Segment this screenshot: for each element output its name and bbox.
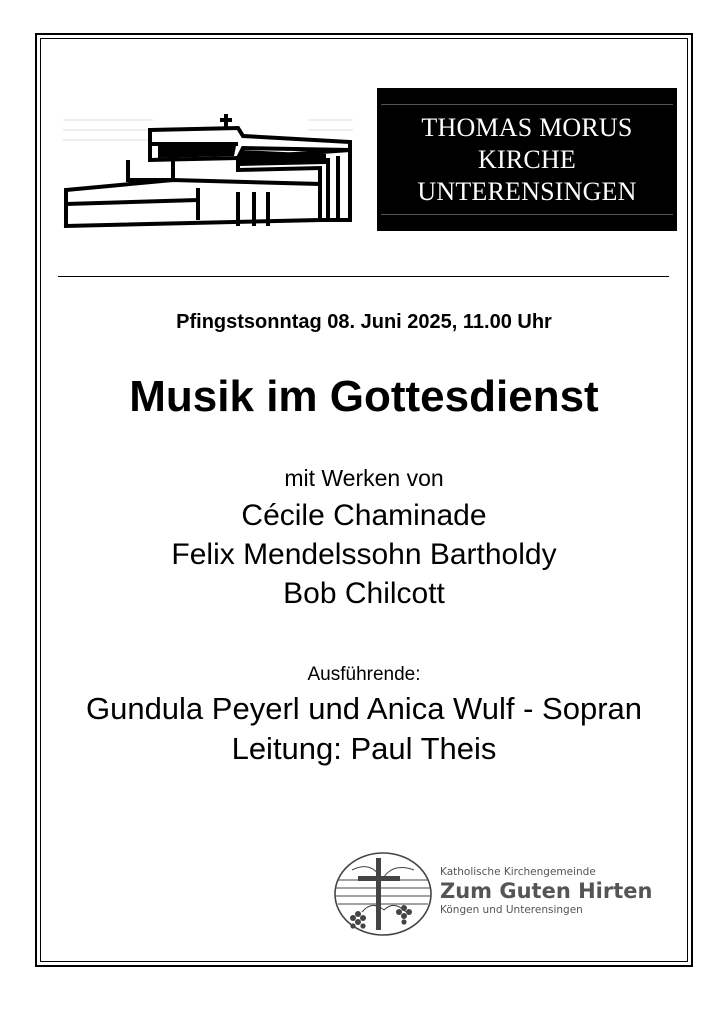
church-building-icon — [58, 108, 358, 236]
performers: Gundula Peyerl und Anica Wulf - Sopran — [85, 691, 643, 726]
title-rule — [381, 214, 673, 215]
church-title-line-1: THOMAS MORUS — [421, 112, 633, 142]
composer-name: Bob Chilcott — [283, 577, 445, 610]
event-date-time: Pfingstsonntag 08. Juni 2025, 11.00 Uhr — [176, 311, 552, 333]
composer-name: Felix Mendelssohn Bartholdy — [171, 538, 557, 571]
parish-prefix: Katholische Kirchengemeinde — [440, 866, 596, 878]
event-headline: Musik im Gottesdienst — [129, 372, 599, 421]
church-title-line-2: KIRCHE — [478, 144, 576, 174]
performers-label: Ausführende: — [307, 664, 421, 685]
composer-name: Cécile Chaminade — [241, 499, 487, 532]
parish-wordmark — [440, 866, 652, 916]
church-title-line-3: UNTERENSINGEN — [417, 176, 637, 206]
musical-leader: Leitung: Paul Theis — [231, 731, 497, 766]
title-rule — [381, 104, 673, 105]
parish-name: Zum Guten Hirten — [440, 879, 653, 903]
church-title-box — [377, 88, 677, 231]
good-shepherd-seal-icon — [332, 850, 434, 938]
composers-intro: mit Werken von — [284, 465, 444, 491]
parish-places: Köngen und Unterensingen — [440, 904, 583, 916]
header-divider — [58, 276, 669, 277]
